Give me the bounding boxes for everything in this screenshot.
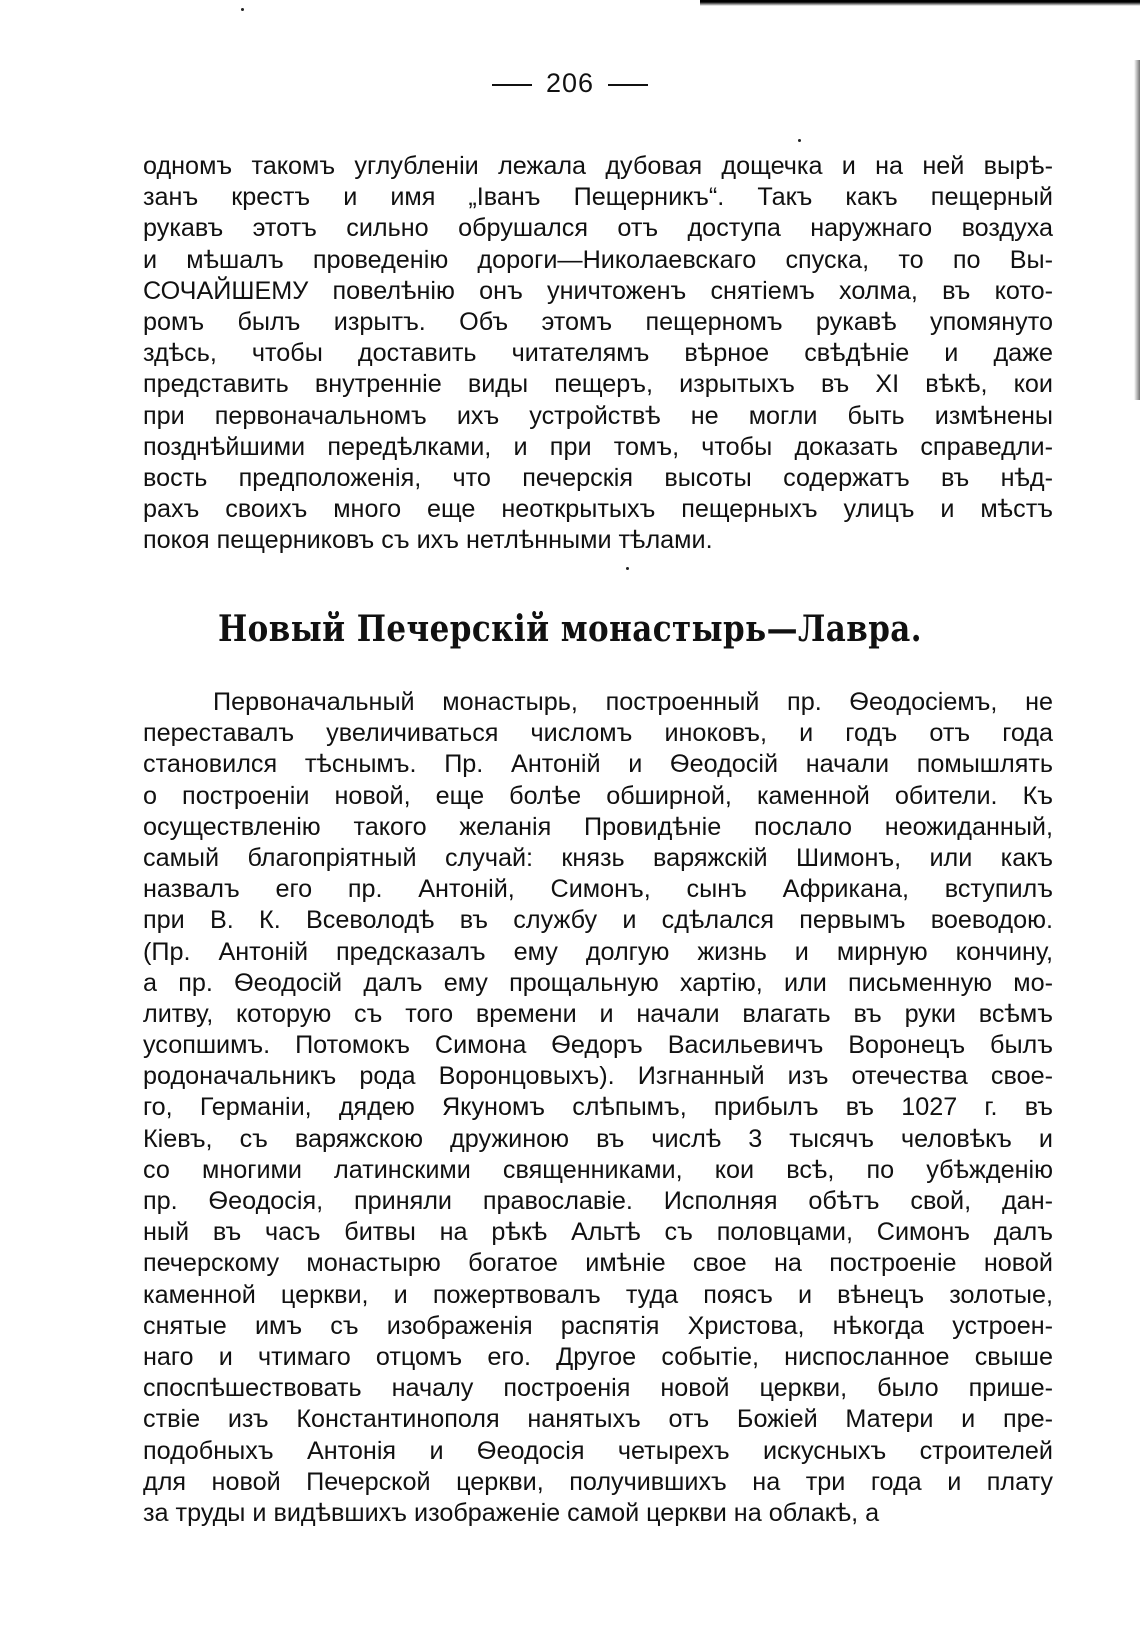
text-line: занъ крестъ и имя „Іванъ Пещерникъ“. Такъ какъ пещерный [143, 183, 1053, 212]
page-number-header [0, 68, 1140, 99]
scan-speck [626, 567, 629, 570]
scan-edge-top [700, 0, 1140, 6]
text-line: при В. К. Всеволодѣ въ службу и сдѣлался первымъ воеводою. [143, 906, 1053, 935]
text-line: вость предположенія, что печерскія высоты содержатъ въ нѣд- [143, 463, 1053, 492]
text-line: становился тѣснымъ. Пр. Антоній и Ѳеодосій начали помышлять [143, 750, 1053, 779]
text-line: Первоначальный монастырь, построенный пр. Ѳеодосіемъ, не [213, 688, 1053, 716]
text-line: литву, которую съ того времени и начали влагать въ руки всѣмъ [143, 999, 1053, 1028]
text-line: ный въ часъ битвы на рѣкѣ Альтѣ съ половцами, Симонъ далъ [143, 1218, 1053, 1247]
text-line: Кіевъ, съ варяжскою дружиною въ числѣ 3 тысячъ человѣкъ и [143, 1124, 1053, 1153]
text-line: печерскому монастырю богатое имѣніе свое на построеніе новой [143, 1249, 1053, 1278]
text-line: осуществленію такого желанія Провидѣніе послало неожиданный, [143, 812, 1053, 841]
scan-speck [241, 8, 244, 11]
paragraph-caves-sleeve [143, 151, 1053, 556]
section-heading: Новый Печерскій монастырь—Лавра. [217, 608, 922, 650]
text-line: для новой Печерской церкви, получившихъ на три года и плату [143, 1467, 1053, 1496]
text-line: каменной церкви, и пожертвовалъ туда поясъ и вѣнецъ золотые, [143, 1280, 1053, 1309]
text-line: ромъ былъ изрытъ. Объ этомъ пещерномъ рукавѣ упомянуто [143, 307, 1053, 336]
text-line: рукавъ этотъ сильно обрушался отъ доступа наружнаго воздуха [143, 214, 1053, 243]
text-line: при первоначальномъ ихъ устройствѣ не могли быть измѣнены [143, 401, 1053, 430]
text-line: назвалъ его пр. Антоній, Симонъ, сынъ Африкана, вступилъ [143, 875, 1053, 904]
text-line: СОЧАЙШЕМУ повелѣнію онъ уничтоженъ снятіемъ холма, въ кото- [143, 276, 1053, 305]
text-line: а пр. Ѳеодосій далъ ему прощальную хартію, или письменную мо- [143, 968, 1053, 997]
text-line: представить внутренніе виды пещеръ, изрытыхъ въ XI вѣкѣ, кои [143, 370, 1053, 399]
page-number-dash-right [608, 84, 648, 86]
text-line: усопшимъ. Потомокъ Симона Ѳедоръ Васильевичъ Воронецъ былъ [143, 1031, 1053, 1060]
text-line: рахъ своихъ много еще неоткрытыхъ пещерныхъ улицъ и мѣстъ [143, 495, 1053, 524]
text-line: самый благопріятный случай: князь варяжскій Шимонъ, или какъ [143, 843, 1053, 872]
scan-speck [798, 139, 801, 142]
text-line: и мѣшалъ проведенію дороги—Николаевскаго спуска, то по Вы- [143, 245, 1053, 274]
text-line: родоначальникъ рода Воронцовыхъ). Изгнанный изъ отечества свое- [143, 1062, 1053, 1091]
text-line: споспѣшествовать началу построенія новой церкви, было прише- [143, 1374, 1053, 1403]
text-line: ствіе изъ Константинополя нанятыхъ отъ Божіей Матери и пре- [143, 1405, 1053, 1434]
text-line: пр. Ѳеодосія, приняли православіе. Исполняя обѣтъ свой, дан- [143, 1187, 1053, 1215]
text-line: о построеніи новой, еще болѣе обширной, каменной обители. Къ [143, 781, 1053, 810]
text-line: одномъ такомъ углубленіи лежала дубовая дощечка и на ней вырѣ- [143, 152, 1053, 180]
text-line: переставалъ увеличиваться числомъ иноковъ, и годъ отъ года [143, 719, 1053, 748]
page-number: 206 [545, 68, 595, 98]
text-line: за труды и видѣвшихъ изображеніе самой церкви на облакѣ, а [143, 1498, 880, 1527]
page-number-dash-left [492, 84, 532, 86]
text-line: (Пр. Антоній предсказалъ ему долгую жизнь и мирную кончину, [143, 937, 1053, 966]
scan-edge-right [1134, 60, 1140, 400]
text-line: снятые имъ съ изображенія распятія Христова, нѣкогда устроен- [143, 1311, 1053, 1340]
text-line: подобныхъ Антонія и Ѳеодосія четырехъ искусныхъ строителей [143, 1436, 1053, 1465]
text-line: покоя пещерниковъ съ ихъ нетлѣнными тѣлами. [143, 526, 713, 555]
text-line: со многими латинскими священниками, кои всѣ, по убѣжденію [143, 1155, 1053, 1184]
text-line: здѣсь, чтобы доставить читателямъ вѣрное свѣдѣніе и даже [143, 339, 1053, 368]
paragraph-new-monastery [143, 687, 1053, 1529]
text-line: наго и чтимаго отцомъ его. Другое событіе, ниспосланное свыше [143, 1342, 1053, 1371]
text-line: позднѣйшими передѣлками, и при томъ, чтобы доказать справедли- [143, 432, 1053, 461]
text-line: го, Германіи, дядею Якуномъ слѣпымъ, прибылъ въ 1027 г. въ [143, 1093, 1053, 1122]
